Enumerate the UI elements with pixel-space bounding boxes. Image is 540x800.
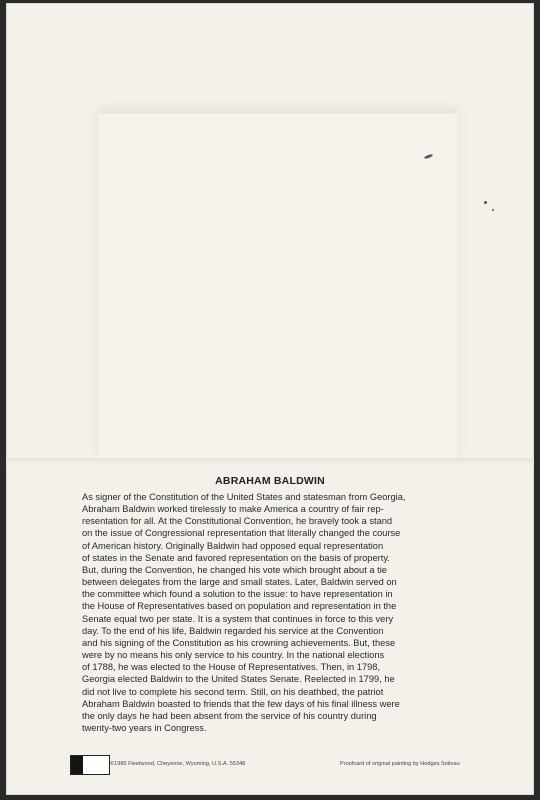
bio-line: day. To the end of his life, Baldwin regarded his service at the Convention bbox=[82, 625, 384, 636]
copyright-line: ©1985 Fleetwood, Cheyenne, Wyoming, U.S.A. 55348 bbox=[110, 761, 246, 767]
bio-line: Abraham Baldwin worked tirelessly to make America a country of fair rep- bbox=[82, 504, 384, 515]
bio-line: the committee which found a solution to the issue: to have representation in bbox=[82, 589, 393, 600]
bio-line: But, during the Convention, he changed his vote which brought about a tie bbox=[82, 564, 387, 575]
bio-line: and his signing of the Constitution as his crowning achievements. But, these bbox=[82, 637, 396, 648]
bio-line: Senate equal two per state. It is a system that continues in force to this very bbox=[82, 613, 394, 624]
biography-text bbox=[82, 491, 468, 734]
bio-line: between delegates from the large and small states. Later, Baldwin served on bbox=[82, 577, 397, 588]
paper-speck bbox=[492, 209, 494, 211]
black-swatch-block bbox=[71, 756, 83, 774]
bio-line: the only days he had been absent from the service of his country during bbox=[82, 710, 377, 721]
bio-line: of states in the Senate and favored representation on the basis of property. bbox=[82, 552, 390, 563]
bio-line: Abraham Baldwin boasted to friends that the few days of his final illness were bbox=[82, 698, 400, 709]
bio-line: of 1788, he was elected to the House of Representatives. Then, in 1798, bbox=[82, 662, 381, 673]
postcard bbox=[6, 3, 534, 795]
bio-line: Georgia elected Baldwin to the United States Senate. Reelected in 1799, he bbox=[82, 674, 395, 685]
bio-line: twenty-two years in Congress. bbox=[82, 722, 207, 733]
emboss-edge bbox=[6, 458, 534, 466]
bio-line: resentation for all. At the Constitutional Convention, he bravely took a stand bbox=[82, 516, 393, 527]
paper-speck bbox=[484, 201, 487, 204]
bio-line: did not live to complete his second term. Still, on his deathbed, the patriot bbox=[82, 686, 384, 697]
proofcard-credit: Proofcard of original painting by Hodges Soileau bbox=[340, 761, 460, 767]
bio-title: ABRAHAM BALDWIN bbox=[215, 475, 325, 487]
bio-line: As signer of the Constitution of the United States and statesman from Georgia, bbox=[82, 492, 406, 502]
bio-line: on the issue of Congressional representation that literally changed the course bbox=[82, 528, 401, 539]
bio-line: of American history. Originally Baldwin had opposed equal representation bbox=[82, 540, 384, 551]
embossed-image-area bbox=[98, 113, 458, 463]
bio-line: were by no means his only service to his country. In the national elections bbox=[82, 650, 385, 661]
color-swatch bbox=[70, 755, 110, 775]
bio-line: the House of Representatives based on population and representation in the bbox=[82, 601, 397, 612]
